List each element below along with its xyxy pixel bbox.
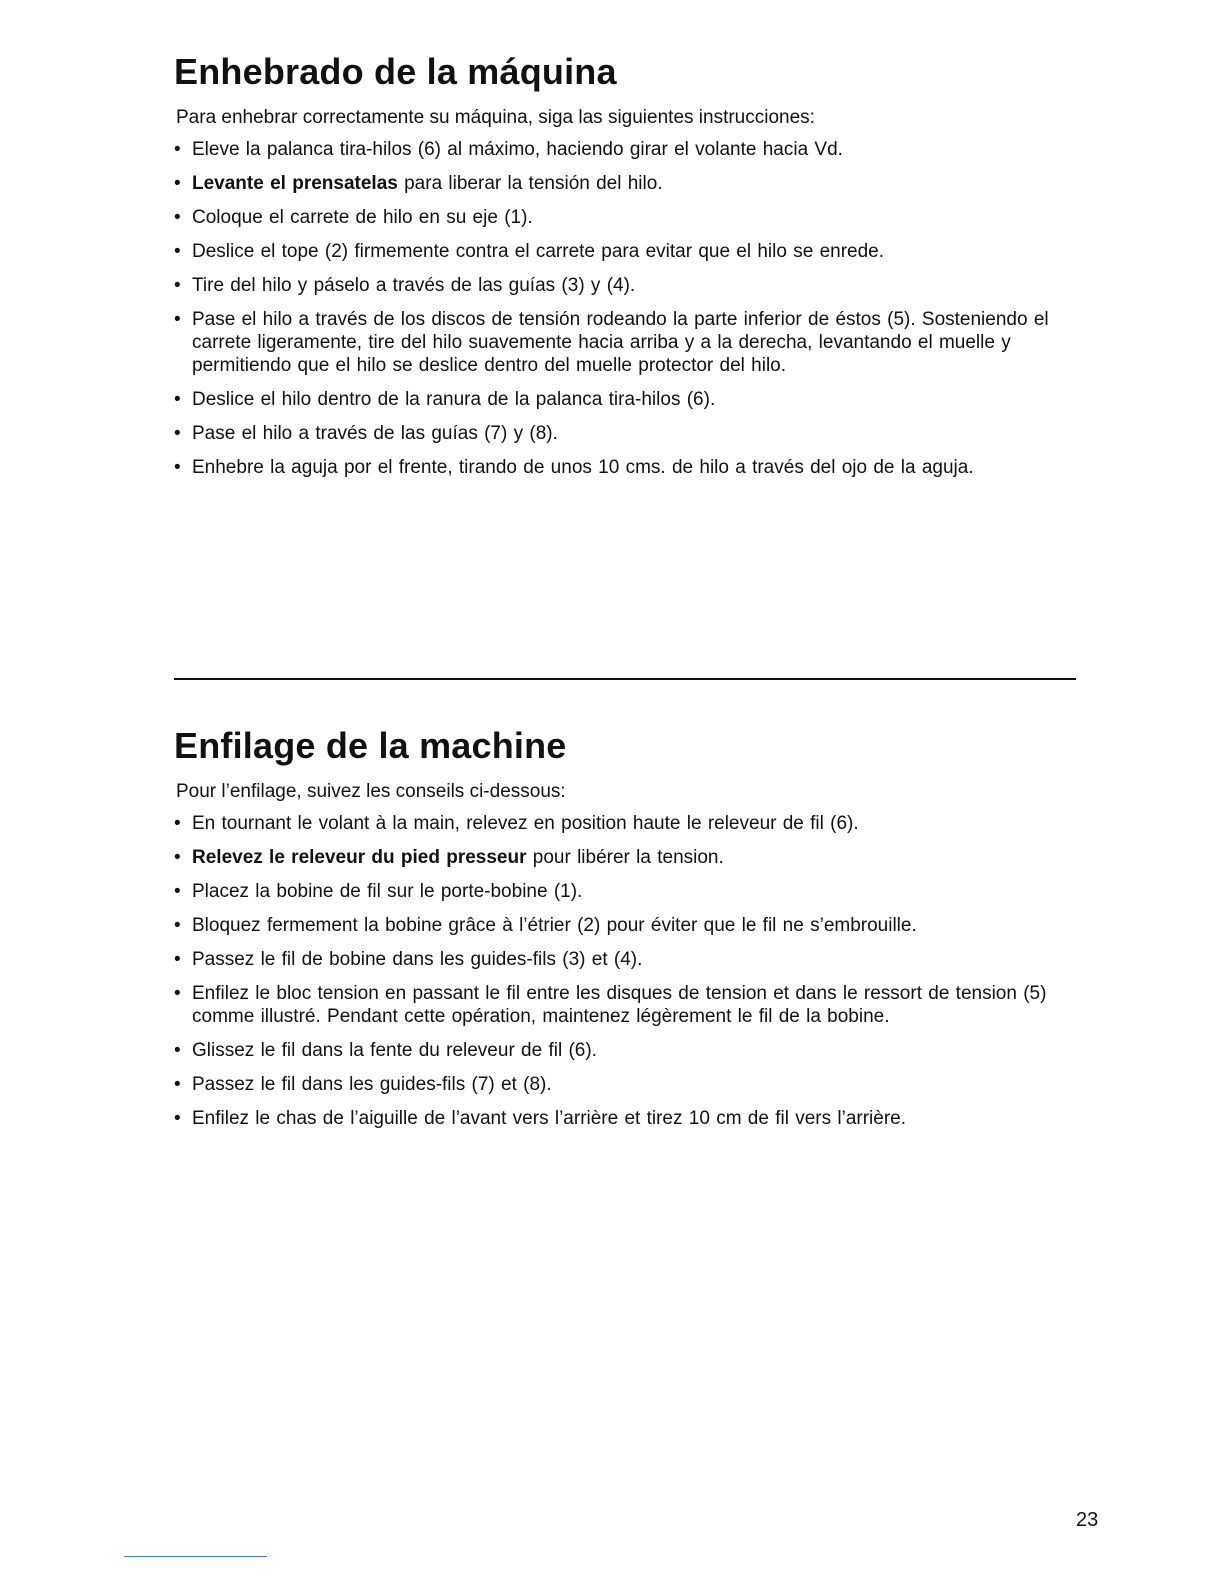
list-item: • Pase el hilo a través de los discos de tensión rodeando la parte inferior de éstos (5). Sosteniendo el carrete ligeramente, tire del hilo suavemente hacia arriba y a la derecha, levantando el muelle y permitiendo que el hilo se deslice dentro del muelle protector del hilo.	[174, 308, 1074, 377]
section-french	[174, 724, 1074, 1141]
page-number: 23	[1076, 1509, 1099, 1531]
section-divider	[174, 678, 1076, 680]
french-instructions-list	[174, 812, 1074, 1130]
scan-mark-line	[124, 1556, 267, 1557]
list-item: • Deslice el tope (2) firmemente contra el carrete para evitar que el hilo se enrede.	[174, 240, 1074, 263]
section-spanish	[174, 50, 1074, 490]
french-title: Enfilage de la machine	[174, 725, 567, 766]
list-item: • Coloque el carrete de hilo en su eje (1).	[174, 206, 1074, 229]
list-item: • Enhebre la aguja por el frente, tirando de unos 10 cms. de hilo a través del ojo de la aguja.	[174, 456, 1074, 479]
list-item: • Placez la bobine de fil sur le porte-bobine (1).	[174, 880, 1074, 903]
spanish-intro: Para enhebrar correctamente su máquina, siga las siguientes instrucciones:	[176, 107, 815, 128]
emphasis-text: Relevez le releveur du pied presseur	[192, 847, 527, 868]
list-item: • Relevez le releveur du pied presseur pour libérer la tension.	[174, 846, 1074, 869]
list-item: • Pase el hilo a través de las guías (7) y (8).	[174, 422, 1074, 445]
list-item: • Deslice el hilo dentro de la ranura de la palanca tira-hilos (6).	[174, 388, 1074, 411]
list-item: • Enfilez le chas de l’aiguille de l’avant vers l’arrière et tirez 10 cm de fil vers l’arrière.	[174, 1107, 1074, 1130]
list-item: • Bloquez fermement la bobine grâce à l’étrier (2) pour éviter que le fil ne s’embrouille.	[174, 914, 1074, 937]
list-item: • En tournant le volant à la main, relevez en position haute le releveur de fil (6).	[174, 812, 1074, 835]
list-item: • Passez le fil de bobine dans les guides-fils (3) et (4).	[174, 948, 1074, 971]
list-item: • Levante el prensatelas para liberar la tensión del hilo.	[174, 172, 1074, 195]
emphasis-text: Levante el prensatelas	[192, 173, 398, 194]
list-item: • Passez le fil dans les guides-fils (7) et (8).	[174, 1073, 1074, 1096]
list-item: • Enfilez le bloc tension en passant le fil entre les disques de tension et dans le ressort de tension (5) comme illustré. Pendant cette opération, maintenez légèrement le fil de la bobine.	[174, 982, 1074, 1028]
list-item: • Glissez le fil dans la fente du releveur de fil (6).	[174, 1039, 1074, 1062]
spanish-instructions-list	[174, 138, 1074, 479]
list-item: • Eleve la palanca tira-hilos (6) al máximo, haciendo girar el volante hacia Vd.	[174, 138, 1074, 161]
list-item: • Tire del hilo y páselo a través de las guías (3) y (4).	[174, 274, 1074, 297]
spanish-title: Enhebrado de la máquina	[174, 51, 617, 92]
french-intro: Pour l’enfilage, suivez les conseils ci-dessous:	[176, 781, 566, 802]
